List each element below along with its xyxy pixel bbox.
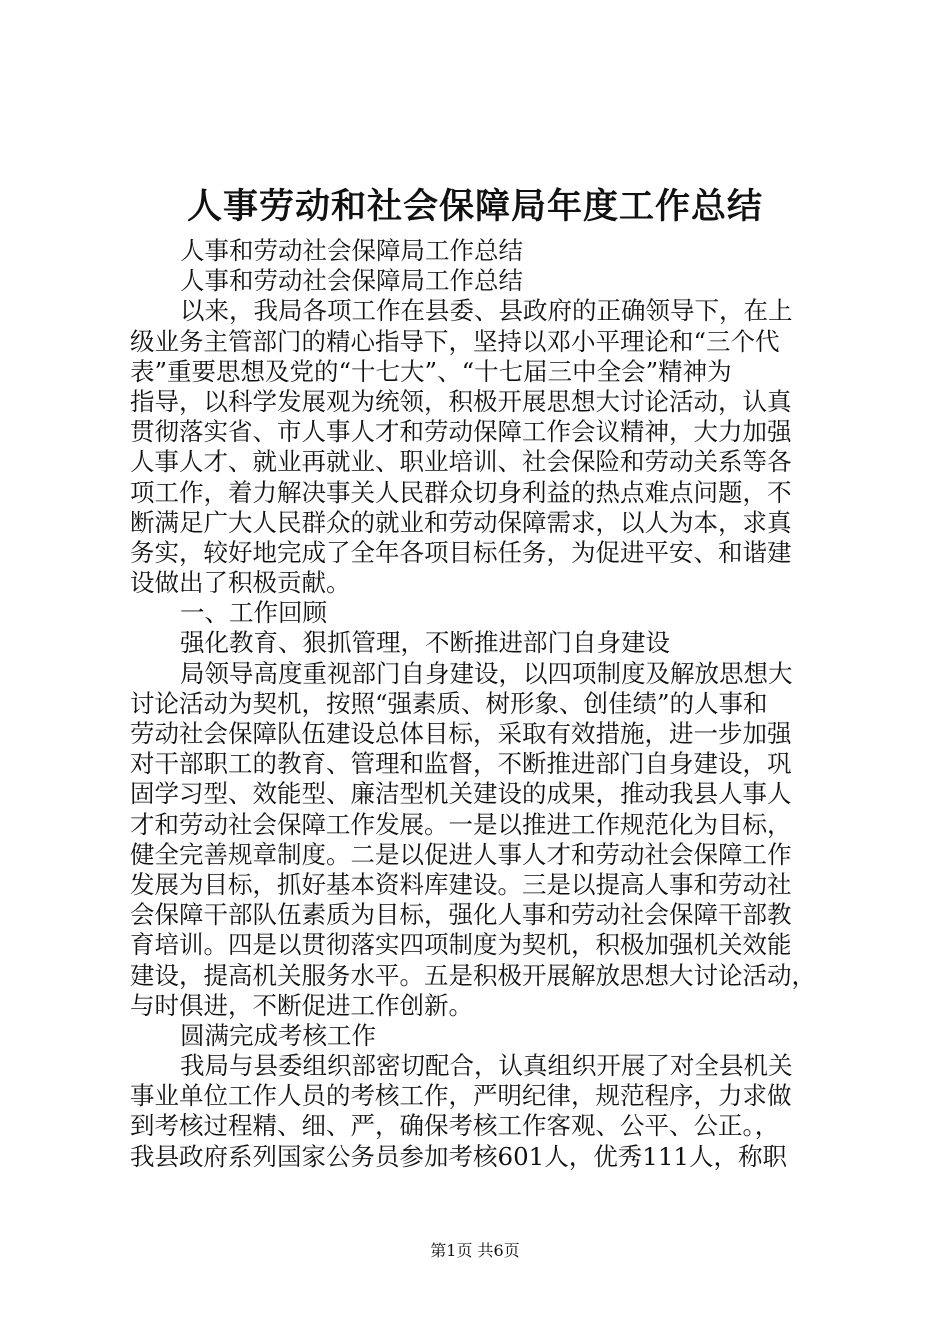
text-line: 事业单位工作人员的考核工作，严明纪律，规范程序，力求做 (130, 1081, 792, 1111)
text-line: 发展为目标，抓好基本资料库建设。三是以提高人事和劳动社 (130, 869, 792, 899)
subsection-heading: 圆满完成考核工作 (180, 1020, 376, 1050)
document-body (130, 236, 832, 1172)
text-line: 贯彻落实省、市人事人才和劳动保障工作会议精神，大力加强 (130, 417, 792, 447)
section-heading: 一、工作回顾 (180, 598, 327, 628)
text-line: 健全完善规章制度。二是以促进人事人才和劳动社会保障工作 (130, 839, 792, 869)
text-line: 劳动社会保障队伍建设总体目标，采取有效措施，进一步加强 (130, 719, 792, 748)
text-line: 与时俱进，不断促进工作创新。 (130, 990, 473, 1020)
text-line: 会保障干部队伍素质为目标，强化人事和劳动社会保障干部教 (130, 900, 792, 930)
text-line: 讨论活动为契机，按照“强素质、树形象、创佳绩”的人事和 (130, 688, 768, 718)
text-line: 局领导高度重视部门自身建设，以四项制度及解放思想大 (180, 658, 793, 688)
text-line: 指导，以科学发展观为统领，积极开展思想大讨论活动，认真 (130, 386, 792, 416)
document-title: 人事劳动和社会保障局年度工作总结 (186, 186, 763, 227)
text-line: 才和劳动社会保障工作发展。一是以推进工作规范化为目标， (130, 809, 792, 839)
text-line: 务实，较好地完成了全年各项目标任务，为促进平安、和谐建 (130, 537, 792, 567)
text-line: 项工作，着力解决事关人民群众切身利益的热点难点问题，不 (130, 477, 792, 507)
text-line: 建设，提高机关服务水平。五是积极开展解放思想大讨论活动， (130, 960, 816, 990)
text-line: 对干部职工的教育、管理和监督，不断推进部门自身建设，巩 (130, 749, 792, 779)
text-line: 育培训。四是以贯彻落实四项制度为契机，积极加强机关效能 (130, 930, 792, 960)
subsection-heading: 强化教育、狠抓管理，不断推进部门自身建设 (180, 628, 670, 658)
text-line: 人事人才、就业再就业、职业培训、社会保险和劳动关系等各 (130, 447, 792, 477)
subtitle-line: 人事和劳动社会保障局工作总结 (180, 266, 523, 296)
text-line: 我县政府系列国家公务员参加考核601人，优秀111人，称职 (130, 1141, 788, 1171)
page-number-footer: 第1页 共6页 (430, 1241, 520, 1260)
text-line: 级业务主管部门的精心指导下，坚持以邓小平理论和“三个代 (130, 326, 780, 356)
text-line: 断满足广大人民群众的就业和劳动保障需求，以人为本，求真 (130, 507, 792, 537)
text-line: 以来，我局各项工作在县委、县政府的正确领导下，在上 (180, 296, 793, 326)
text-line: 表”重要思想及党的“十七大”、“十七届三中全会”精神为 (130, 356, 732, 386)
text-line: 到考核过程精、细、严，确保考核工作客观、公平、公正。， (130, 1111, 780, 1141)
text-line: 固学习型、效能型、廉洁型机关建设的成果，推动我县人事人 (130, 779, 792, 809)
subtitle-line: 人事和劳动社会保障局工作总结 (180, 236, 523, 265)
text-line: 我局与县委组织部密切配合，认真组织开展了对全县机关 (180, 1051, 793, 1081)
text-line: 设做出了积极贡献。 (130, 568, 351, 598)
